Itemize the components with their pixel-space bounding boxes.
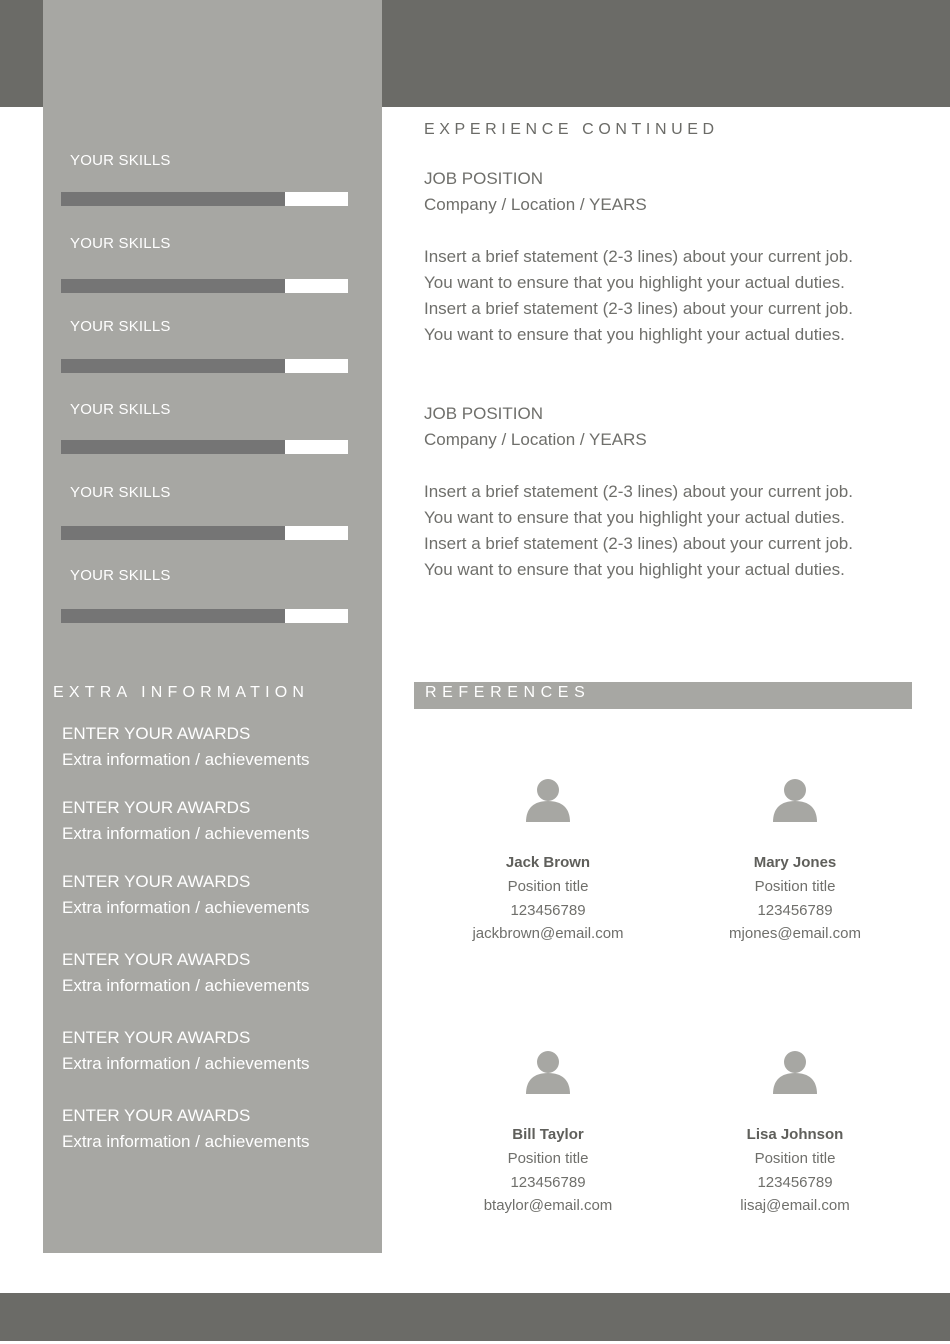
person-icon <box>526 1050 570 1094</box>
skill-label: YOUR SKILLS <box>70 401 171 418</box>
award-title: ENTER YOUR AWARDS <box>62 1106 251 1125</box>
award-detail: Extra information / achievements <box>62 824 310 843</box>
sidebar <box>43 0 382 1253</box>
award-title: ENTER YOUR AWARDS <box>62 872 251 891</box>
job-description <box>424 244 924 348</box>
reference-email[interactable]: btaylor@email.com <box>483 1197 613 1214</box>
award-detail: Extra information / achievements <box>62 976 310 995</box>
reference-name: Bill Taylor <box>512 1126 584 1143</box>
award-item <box>62 795 377 847</box>
references-heading: REFERENCES <box>425 684 591 701</box>
award-item <box>62 721 377 773</box>
reference-card <box>675 1050 915 1218</box>
references-heading-bar <box>414 682 912 709</box>
reference-position: Position title <box>754 878 836 895</box>
person-icon <box>526 778 570 822</box>
reference-name: Lisa Johnson <box>746 1126 844 1143</box>
reference-card <box>675 778 915 946</box>
skill-label: YOUR SKILLS <box>70 235 171 252</box>
person-icon <box>773 778 817 822</box>
reference-phone: 123456789 <box>757 901 833 919</box>
job-position: JOB POSITION <box>424 169 544 188</box>
award-title: ENTER YOUR AWARDS <box>62 950 251 969</box>
job-company-line: Company / Location / YEARS <box>424 430 647 449</box>
job-description-line: You want to ensure that you highlight your actual duties. <box>424 273 845 292</box>
skill-bar-fill <box>61 526 285 540</box>
job-description-line: Insert a brief statement (2-3 lines) about your current job. <box>424 247 853 266</box>
job-description-line: Insert a brief statement (2-3 lines) about your current job. <box>424 482 853 501</box>
skill-bar <box>61 359 348 373</box>
job-position: JOB POSITION <box>424 404 544 423</box>
skill-label: YOUR SKILLS <box>70 484 171 501</box>
reference-name: Jack Brown <box>505 854 591 871</box>
reference-phone: 123456789 <box>757 1173 833 1191</box>
job-entry <box>424 401 924 583</box>
award-item <box>62 1103 377 1155</box>
award-title: ENTER YOUR AWARDS <box>62 798 251 817</box>
reference-card <box>428 778 668 946</box>
skill-bar <box>61 192 348 206</box>
skill-bar-fill <box>61 359 285 373</box>
job-company-line: Company / Location / YEARS <box>424 195 647 214</box>
skill-bar <box>61 609 348 623</box>
award-item <box>62 947 377 999</box>
job-description-line: You want to ensure that you highlight your actual duties. <box>424 325 845 344</box>
award-item <box>62 1025 377 1077</box>
skill-bar-fill <box>61 609 285 623</box>
footer-band <box>0 1293 950 1341</box>
skill-label: YOUR SKILLS <box>70 318 171 335</box>
reference-card <box>428 1050 668 1218</box>
job-description-line: Insert a brief statement (2-3 lines) about your current job. <box>424 299 853 318</box>
reference-position: Position title <box>507 878 589 895</box>
skill-bar-fill <box>61 440 285 454</box>
award-detail: Extra information / achievements <box>62 750 310 769</box>
experience-heading: EXPERIENCE CONTINUED <box>424 121 719 138</box>
award-title: ENTER YOUR AWARDS <box>62 724 251 743</box>
reference-email[interactable]: mjones@email.com <box>729 925 861 942</box>
reference-phone: 123456789 <box>510 901 586 919</box>
extra-information-heading: EXTRA INFORMATION <box>53 684 310 701</box>
reference-email[interactable]: lisaj@email.com <box>740 1197 850 1214</box>
job-description-line: You want to ensure that you highlight your actual duties. <box>424 560 845 579</box>
reference-phone: 123456789 <box>510 1173 586 1191</box>
skill-bar <box>61 279 348 293</box>
skill-bar-fill <box>61 192 285 206</box>
person-icon <box>773 1050 817 1094</box>
reference-email[interactable]: jackbrown@email.com <box>472 925 624 942</box>
skill-bar <box>61 440 348 454</box>
job-entry <box>424 166 924 348</box>
award-detail: Extra information / achievements <box>62 898 310 917</box>
award-title: ENTER YOUR AWARDS <box>62 1028 251 1047</box>
skill-bar-fill <box>61 279 285 293</box>
reference-position: Position title <box>507 1150 589 1167</box>
skill-label: YOUR SKILLS <box>70 152 171 169</box>
skill-bar <box>61 526 348 540</box>
award-detail: Extra information / achievements <box>62 1054 310 1073</box>
job-description-line: Insert a brief statement (2-3 lines) about your current job. <box>424 534 853 553</box>
reference-position: Position title <box>754 1150 836 1167</box>
reference-name: Mary Jones <box>753 854 837 871</box>
award-item <box>62 869 377 921</box>
job-description <box>424 479 924 583</box>
award-detail: Extra information / achievements <box>62 1132 310 1151</box>
skill-label: YOUR SKILLS <box>70 567 171 584</box>
job-description-line: You want to ensure that you highlight your actual duties. <box>424 508 845 527</box>
